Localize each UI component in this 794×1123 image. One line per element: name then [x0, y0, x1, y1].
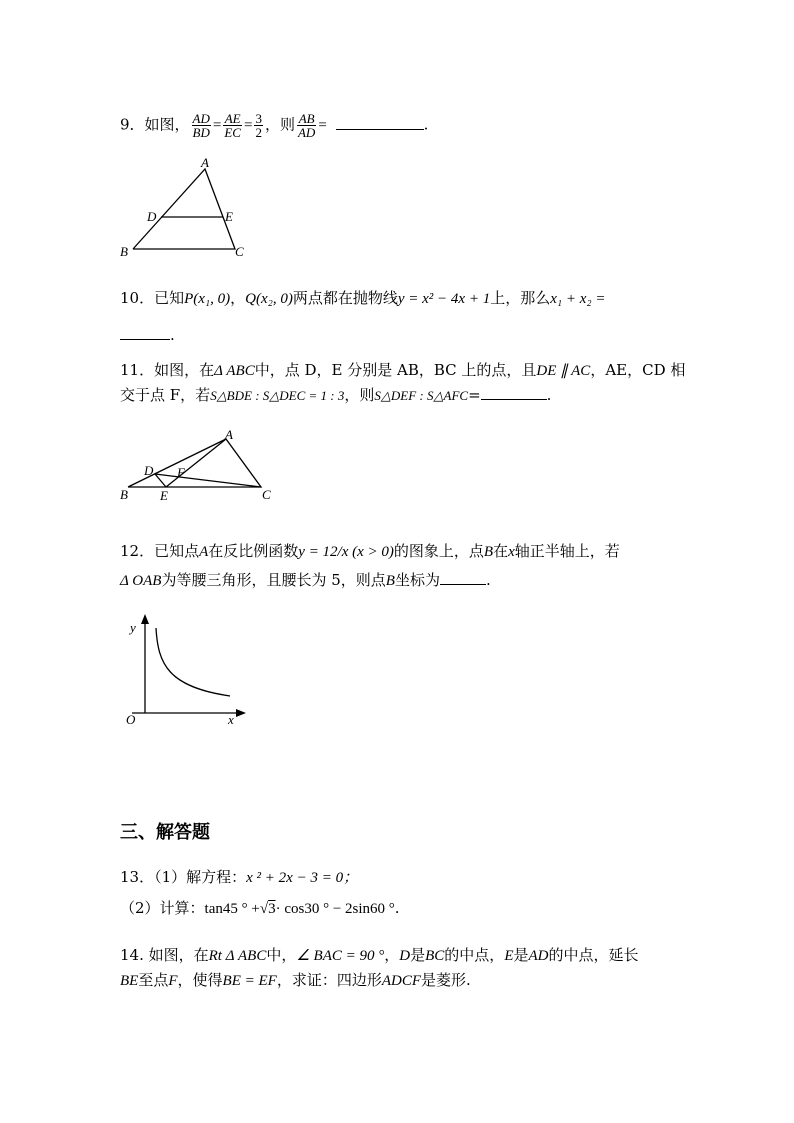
- label-a: A: [201, 155, 209, 170]
- parallel-expression: DE ∥ AC: [536, 363, 591, 379]
- label-origin: O: [126, 712, 136, 727]
- question-11-line-1: 11．如图，在Δ ABC中，点 D，E 分别是 AB，BC 上的点，且DE ∥ AC，AE，CD 相: [120, 361, 686, 379]
- question-12-line-2: Δ OAB为等腰三角形，且腰长为 5，则点B坐标为 .: [120, 571, 491, 589]
- fraction-ae-ec: $\frac{AE}{EC}$: [224, 111, 241, 140]
- label-a: A: [225, 427, 233, 442]
- label-c: C: [262, 487, 271, 502]
- function-expression: y = 12/x (x > 0): [298, 544, 394, 560]
- label-d: D: [144, 463, 154, 478]
- answer-blank: [440, 584, 486, 585]
- sqrt-expression: √3: [259, 901, 276, 917]
- label-c: C: [235, 244, 244, 259]
- question-9: 9．如图， $\frac{AD}{BD}$ = $\frac{AE}{EC}$ = $\frac{3}{2}$ ，则 $\frac{AB}{AD}$ = .: [120, 111, 429, 140]
- label-e: E: [160, 488, 168, 503]
- question-13-line-1: 13．（1）解方程：x ² + 2x − 3 = 0；: [120, 868, 359, 886]
- question-10: 10．已知P(x₁, 0)，Q(x₂, 0)两点都在抛物线y = x² − 4x + 1上，那么x₁ + x₂ =: [120, 289, 606, 307]
- figure-12-graph: [120, 612, 250, 727]
- answer-blank: [120, 339, 170, 340]
- answer-blank: [336, 129, 424, 130]
- question-13-line-2: （2）计算：tan45 ° +√3· cos30 ° − 2sin60 °.: [120, 899, 400, 917]
- point-p: P(x₁, 0): [184, 291, 231, 307]
- fraction-ab-ad: $\frac{AB}{AD}$: [297, 111, 316, 140]
- fraction-ad-bd: $\frac{AD}{BD}$: [192, 111, 210, 140]
- point-q: Q(x₂, 0): [245, 291, 293, 307]
- label-y: y: [130, 620, 136, 635]
- fraction-3-2: $\frac{3}{2}$: [255, 111, 262, 140]
- label-b: B: [120, 244, 128, 259]
- label-x: x: [228, 712, 234, 727]
- question-14-line-2: BE至点F，使得BE = EF，求证：四边形ADCF是菱形.: [120, 971, 471, 989]
- question-14-line-1: 14. 如图，在Rt Δ ABC中，∠ BAC = 90 °，D是BC的中点，E是AD的中点，延长: [120, 946, 639, 964]
- sum-expression: x₁ + x₂ =: [550, 291, 606, 307]
- parabola-expression: y = x² − 4x + 1: [397, 291, 491, 307]
- figure-11-triangle: [115, 425, 285, 510]
- question-11-line-2: 交于点 F，若S△BDE : S△DEC = 1 : 3，则S△DEF : S△AFC= .: [120, 386, 552, 404]
- quadratic-equation: x ² + 2x − 3 = 0；: [246, 870, 359, 886]
- label-f: F: [177, 465, 185, 480]
- section-heading: 三、解答题: [120, 822, 210, 843]
- label-d: D: [147, 209, 157, 224]
- question-12-line-1: 12．已知点A在反比例函数y = 12/x (x > 0)的图象上，点B在x轴正半轴上，若: [120, 542, 620, 560]
- area-ratio-asked: S△DEF : S△AFC: [374, 388, 469, 403]
- label-e: E: [225, 209, 233, 224]
- label-b: B: [120, 487, 128, 502]
- figure-9-triangle: [115, 152, 255, 262]
- q9-number: 9．如图，: [120, 115, 190, 134]
- area-ratio-given: S△BDE : S△DEC = 1 : 3: [210, 388, 345, 403]
- question-10-answer-line: .: [120, 325, 175, 345]
- answer-blank: [481, 399, 547, 400]
